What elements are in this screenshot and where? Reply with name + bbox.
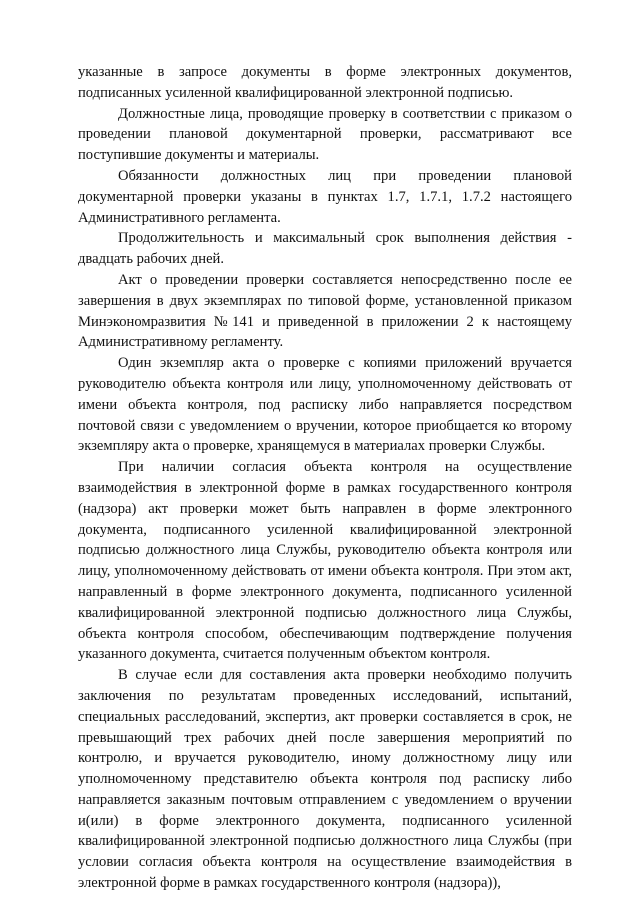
paragraph-electronic-act: При наличии согласия объекта контроля на осуществление взаимодействия в электронной форме в рамках государственного контроля (надзора) акт проверки может быть направлен в форме электронного документа, подписанного усиленной квалифицированной электронной подписью должностного лица Службы, руководителю объекта контроля или лицу, уполномоченному действовать от имени объекта контроля. При этом акт, направленный в форме электронного документа, подписанного усиленной квалифицированной электронной подписью должностного лица Службы, объекта контроля способом, обеспечивающим подтверждение получения указанного документа, считается полученным объектом контроля. — [78, 459, 572, 663]
paragraph-officials-review: Должностные лица, проводящие проверку в соответствии с приказом о проведении плановой документарной проверки, рассматривают все поступившие документы и материалы. — [78, 105, 572, 164]
paragraph-officials-duties: Обязанности должностных лиц при проведении плановой документарной проверки указаны в пунктах 1.7, 1.7.1, 1.7.2 настоящего Административного регламента. — [78, 167, 572, 226]
paragraph-expert-conclusions: В случае если для составления акта проверки необходимо получить заключения по результатам проведенных исследований, испытаний, специальных расследований, экспертиз, акт проверки составляется в срок, не превышающий трех рабочих дней после завершения мероприятий по контролю, и вручается руководителю, иному должностному лицу или уполномоченному представителю объекта контроля под расписку либо направляется заказным почтовым отправлением с уведомлением о вручении и(или) в форме электронного документа, подписанного усиленной квалифицированной электронной подписью должностного лица Службы (при условии согласия объекта контроля на осуществление взаимодействия в электронной форме в рамках государственного контроля (надзора)), — [78, 667, 572, 892]
document-page — [78, 62, 572, 894]
paragraph-continuation: указанные в запросе документы в форме электронных документов, подписанных усиленной квалифицированной электронной подписью. — [78, 64, 572, 101]
paragraph-inspection-act: Акт о проведении проверки составляется непосредственно после ее завершения в двух экземплярах по типовой форме, установленной приказом Минэкономразвития №141 и приведенной в приложении 2 к настоящему Административному регламенту. — [78, 271, 572, 351]
paragraph-duration: Продолжительность и максимальный срок выполнения действия - двадцать рабочих дней. — [78, 230, 572, 268]
paragraph-act-delivery: Один экземпляр акта о проверке с копиями приложений вручается руководителю объекта контроля или лицу, уполномоченному действовать от имени объекта контроля, под расписку либо направляется посредством почтовой связи с уведомлением о вручении, которое приобщается ко второму экземпляру акта о проверке, хранящемуся в материалах проверки Службы. — [78, 355, 572, 455]
